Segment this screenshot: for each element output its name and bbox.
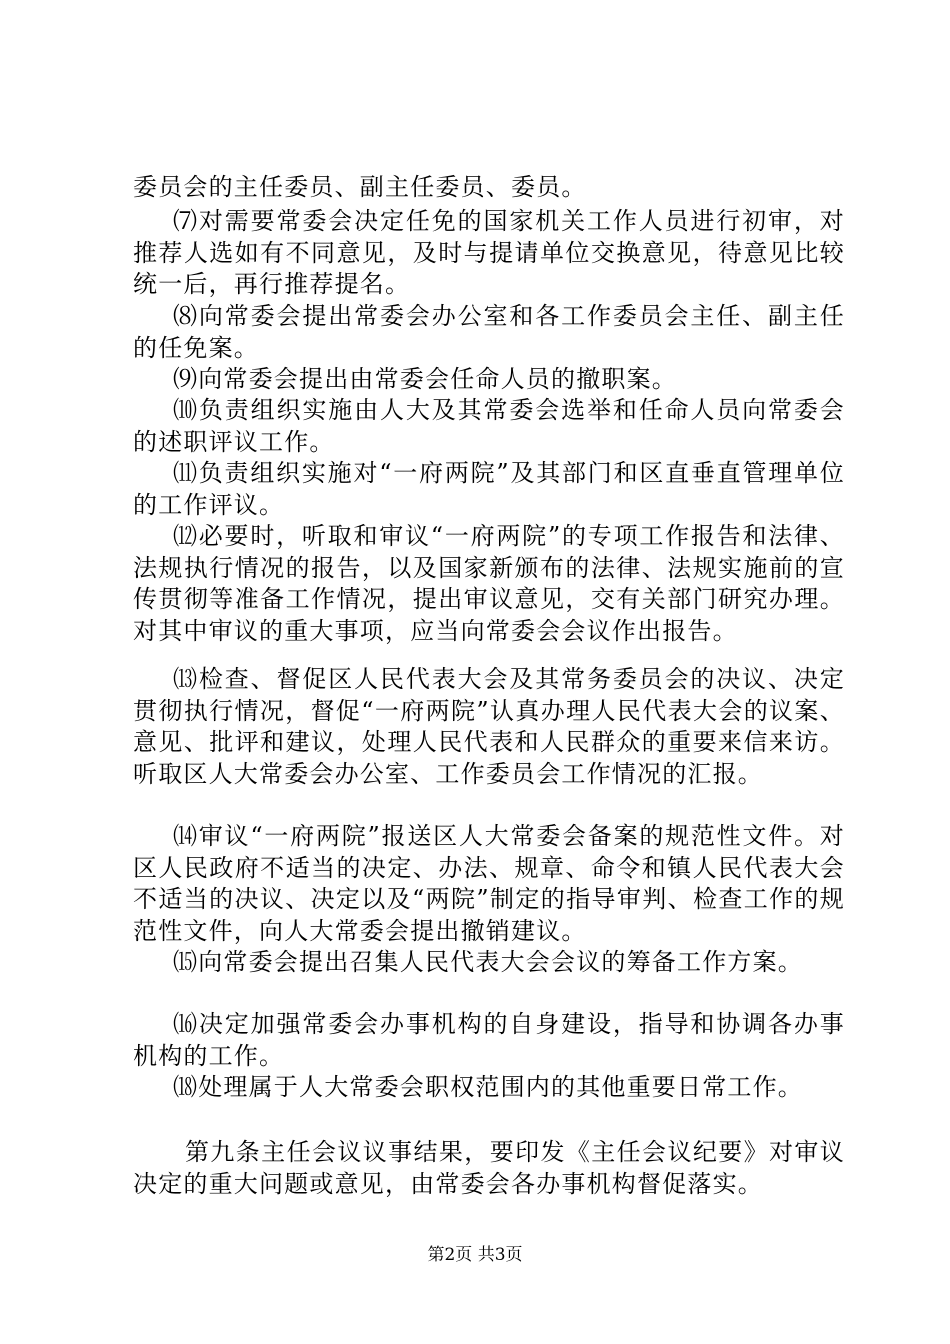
paragraph-article-9: 第九条主任会议议事结果，要印发《主任会议纪要》对审议决定的重大问题或意见，由常委会各办事机构督促落实。: [133, 1138, 845, 1198]
paragraph-item-12: ⑿必要时，听取和审议“一府两院”的专项工作报告和法律、法规执行情况的报告，以及国家新颁布的法律、法规实施前的宣传贯彻等准备工作情况，提出审议意见，交有关部门研究办理。对其中审议的重大事项，应当向常委会会议作出报告。: [133, 522, 845, 645]
paragraph-item-18: ⒅处理属于人大常委会职权范围内的其他重要日常工作。: [173, 1073, 803, 1101]
paragraph-continuation: 委员会的主任委员、副主任委员、委员。: [133, 173, 587, 201]
paragraph-item-15: ⒂向常委会提出召集人民代表大会会议的筹备工作方案。: [173, 948, 803, 976]
paragraph-item-14: ⒁审议“一府两院”报送区人大常委会备案的规范性文件。对区人民政府不适当的决定、办法、规章、命令和镇人民代表大会不适当的决议、决定以及“两院”制定的指导审判、检查工作的规范性文件，向人大常委会提出撤销建议。: [133, 822, 845, 945]
page-number-footer: 第2页 共3页: [427, 1245, 523, 1265]
paragraph-item-13: ⒀检查、督促区人民代表大会及其常务委员会的决议、决定贯彻执行情况，督促“一府两院”认真办理人民代表大会的议案、意见、批评和建议，处理人民代表和人民群众的重要来信来访。听取区人大常委会办公室、工作委员会工作情况的汇报。: [133, 665, 845, 788]
paragraph-item-11: ⑾负责组织实施对“一府两院”及其部门和区直垂直管理单位的工作评议。: [133, 459, 845, 519]
paragraph-item-9: ⑼向常委会提出由常委会任命人员的撤职案。: [173, 365, 677, 393]
paragraph-item-7: ⑺对需要常委会决定任免的国家机关工作人员进行初审，对推荐人选如有不同意见，及时与提请单位交换意见，待意见比较统一后，再行推荐提名。: [133, 207, 845, 298]
paragraph-item-16: ⒃决定加强常委会办事机构的自身建设，指导和协调各办事机构的工作。: [133, 1010, 845, 1070]
paragraph-item-8: ⑻向常委会提出常委会办公室和各工作委员会主任、副主任的任免案。: [133, 302, 845, 362]
paragraph-item-10: ⑽负责组织实施由人大及其常委会选举和任命人员向常委会的述职评议工作。: [133, 396, 845, 456]
